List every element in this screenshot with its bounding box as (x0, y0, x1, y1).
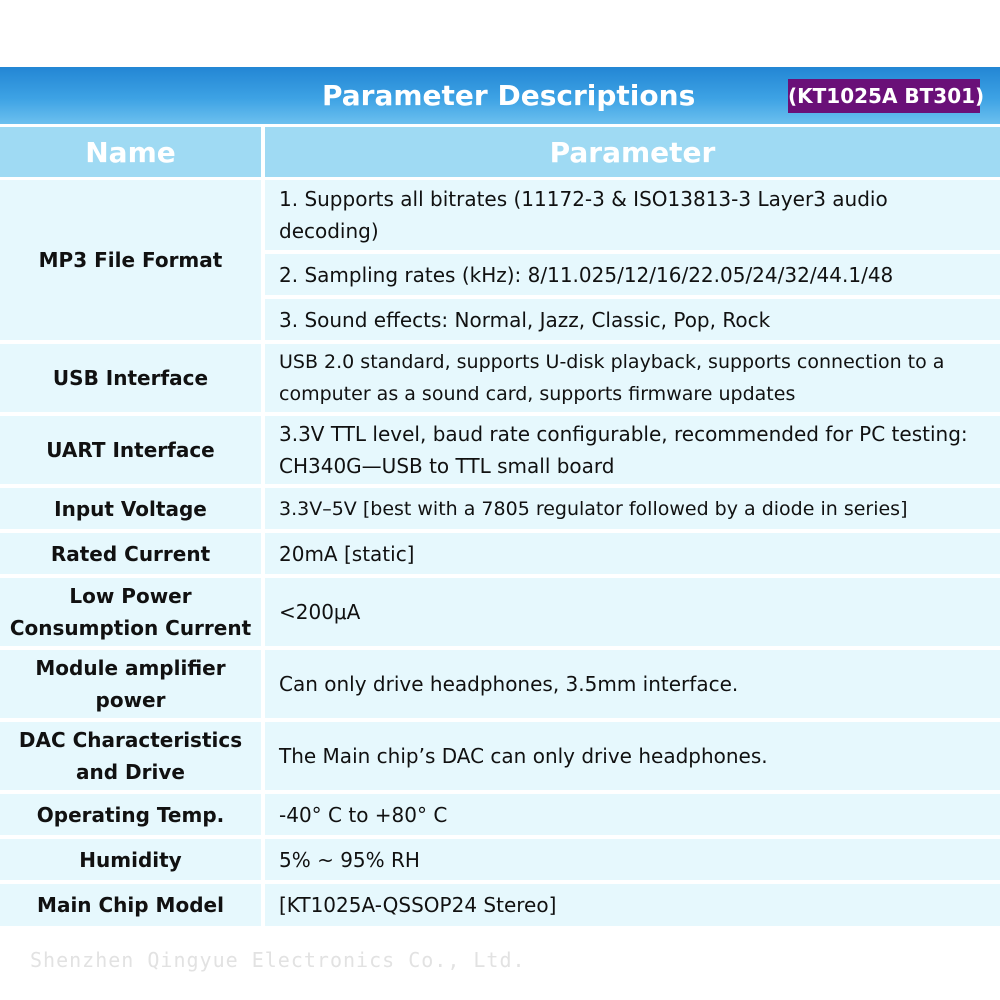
row-param-module-amplifier-power: Can only drive headphones, 3.5mm interface. (265, 650, 1000, 718)
row-name-rated-current: Rated Current (0, 533, 261, 574)
header-parameter: Parameter (265, 127, 1000, 177)
row-param-mp3-sampling-rates: 2. Sampling rates (kHz): 8/11.025/12/16/22.05/24/32/44.1/48 (265, 254, 1000, 295)
row-name-mp3-file-format: MP3 File Format (0, 180, 261, 340)
row-name-humidity: Humidity (0, 839, 261, 880)
row-name-uart-interface: UART Interface (0, 416, 261, 484)
row-param-input-voltage: 3.3V–5V [best with a 7805 regulator followed by a diode in series] (265, 488, 1000, 529)
row-param-mp3-bitrates: 1. Supports all bitrates (11172-3 & ISO13813-3 Layer3 audio decoding) (265, 180, 1000, 250)
model-badge: (KT1025A BT301) (788, 79, 980, 113)
row-name-input-voltage: Input Voltage (0, 488, 261, 529)
row-param-usb-interface: USB 2.0 standard, supports U-disk playback, supports connection to a computer as a sound card, supports firmware updates (265, 344, 1000, 412)
row-param-main-chip-model: [KT1025A-QSSOP24 Stereo] (265, 884, 1000, 926)
row-param-rated-current: 20mA [static] (265, 533, 1000, 574)
row-name-module-amplifier-power: Module amplifier power (0, 650, 261, 718)
header-name: Name (0, 127, 261, 177)
row-name-low-power-current: Low Power Consumption Current (0, 578, 261, 646)
row-name-operating-temp: Operating Temp. (0, 794, 261, 835)
row-name-dac-characteristics: DAC Characteristics and Drive (0, 722, 261, 790)
page-title: Parameter Descriptions (322, 79, 696, 112)
row-name-usb-interface: USB Interface (0, 344, 261, 412)
company-watermark: Shenzhen Qingyue Electronics Co., Ltd. (30, 948, 526, 972)
row-param-mp3-sound-effects: 3. Sound effects: Normal, Jazz, Classic, Pop, Rock (265, 299, 1000, 340)
row-name-main-chip-model: Main Chip Model (0, 884, 261, 926)
row-param-low-power-current: <200μA (265, 578, 1000, 646)
row-param-operating-temp: -40° C to +80° C (265, 794, 1000, 835)
row-param-uart-interface: 3.3V TTL level, baud rate configurable, recommended for PC testing: CH340G—USB to TTL small board (265, 416, 1000, 484)
row-param-humidity: 5% ~ 95% RH (265, 839, 1000, 880)
row-param-dac-characteristics: The Main chip’s DAC can only drive headphones. (265, 722, 1000, 790)
